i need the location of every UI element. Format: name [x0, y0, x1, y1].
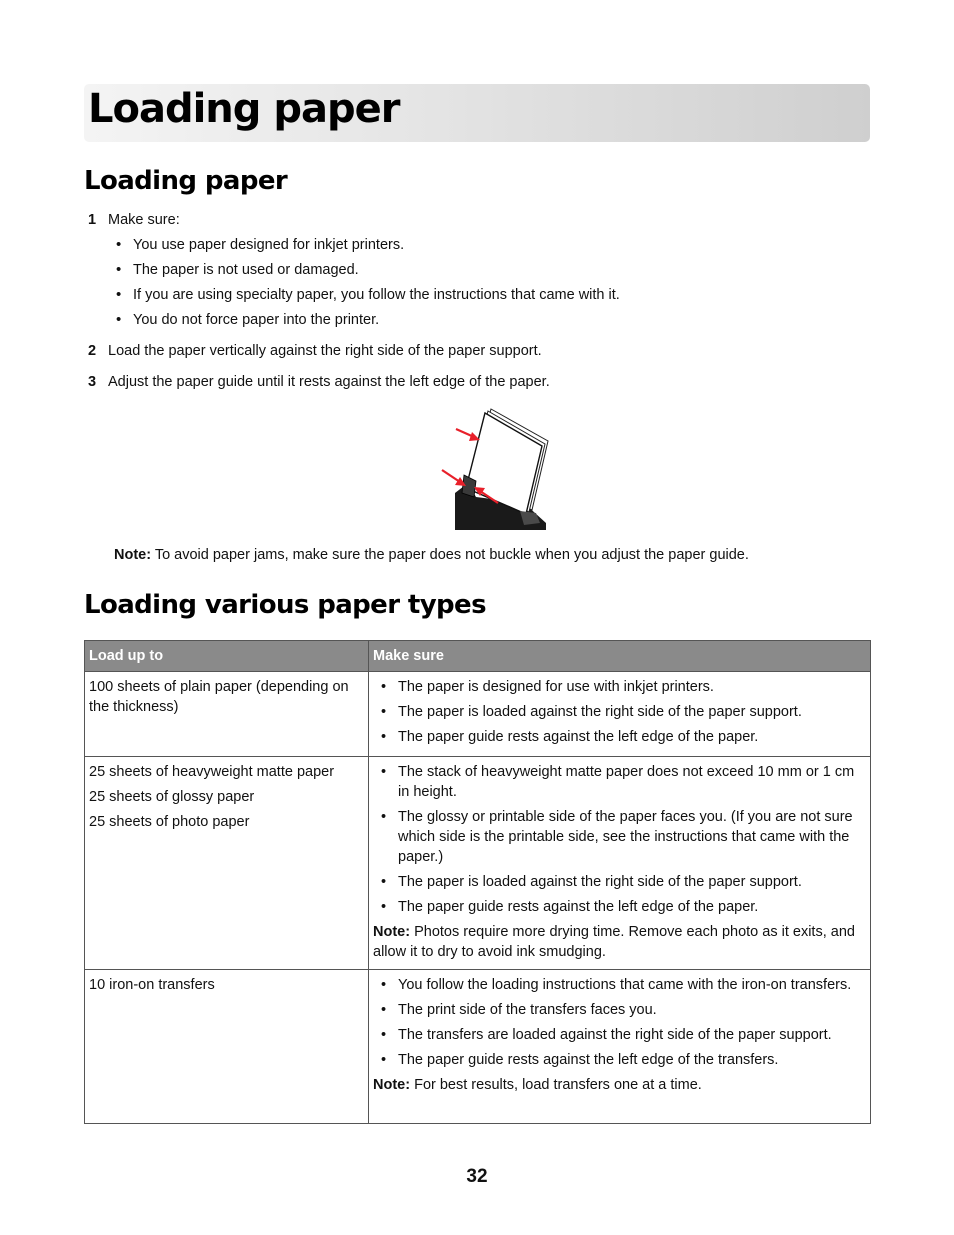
load-cell — [85, 672, 369, 757]
note-label: Note: — [373, 924, 411, 940]
load-quantity: 25 sheets of glossy paper — [89, 789, 255, 805]
table-header-row — [85, 641, 871, 672]
note-label: Note: — [114, 547, 152, 563]
page-number: 32 — [466, 1166, 488, 1187]
make-sure-cell — [369, 757, 871, 970]
note-text: To avoid paper jams, make sure the paper does not buckle when you adjust the paper guide. — [151, 547, 749, 563]
list-item: • The paper guide rests against the left edge of the paper. — [381, 729, 759, 745]
paper-loading-illustration — [436, 405, 556, 530]
table-row — [85, 757, 871, 970]
list-item: • The paper guide rests against the left edge of the paper. — [381, 899, 759, 915]
paper-types-table — [84, 640, 871, 1124]
bullet-icon: • — [381, 704, 387, 720]
note-label: Note: — [373, 1077, 411, 1093]
make-sure-cell — [369, 672, 871, 757]
list-item: • The print side of the transfers faces you. — [381, 1002, 657, 1018]
column-header-load-up-to: Load up to — [85, 641, 369, 672]
bullet-icon: • — [381, 1052, 387, 1068]
note-text: Photos require more drying time. Remove each photo as it exits, and allow it to dry to avoid ink smudging. — [373, 924, 855, 960]
list-item: • The paper is loaded against the right side of the paper support. — [381, 704, 802, 720]
bullet-icon: • — [381, 729, 387, 745]
bullet-icon: • — [381, 764, 387, 780]
step-number: 2 — [88, 343, 97, 359]
note — [114, 547, 749, 563]
column-header-make-sure: Make sure — [369, 641, 871, 672]
load-cell — [85, 757, 369, 970]
step-text: Make sure: — [108, 212, 180, 228]
step-number: 3 — [88, 374, 97, 390]
cell-note — [373, 922, 866, 962]
list-item: • You follow the loading instructions that came with the iron-on transfers. — [381, 977, 852, 993]
cell-note — [373, 1075, 866, 1095]
list-item: • The stack of heavyweight matte paper does not exceed 10 mm or 1 cm in height. — [381, 764, 855, 800]
table-row — [85, 970, 871, 1124]
chapter-title: Loading paper — [88, 86, 400, 132]
bullet-list — [373, 677, 866, 747]
bullet-icon: • — [116, 286, 122, 303]
load-cell — [85, 970, 369, 1124]
table-row — [85, 672, 871, 757]
bullet-icon: • — [381, 874, 387, 890]
bullet-icon: • — [381, 1027, 387, 1043]
list-item: • The paper is designed for use with inkjet printers. — [381, 679, 714, 695]
step-number: 1 — [88, 212, 97, 228]
bullet-list — [373, 975, 866, 1070]
load-quantity: 25 sheets of photo paper — [89, 814, 250, 830]
list-item: • The transfers are loaded against the right side of the paper support. — [381, 1027, 832, 1043]
step-text: Load the paper vertically against the right side of the paper support. — [108, 343, 542, 359]
section-title-loading-paper: Loading paper — [84, 166, 288, 196]
list-item: • The paper guide rests against the left edge of the transfers. — [381, 1052, 779, 1068]
bullet-icon: • — [381, 899, 387, 915]
bullet-icon: • — [381, 679, 387, 695]
step-text: Adjust the paper guide until it rests against the left edge of the paper. — [108, 374, 550, 390]
bullet-icon: • — [116, 311, 122, 328]
make-sure-cell — [369, 970, 871, 1124]
load-quantity: 25 sheets of heavyweight matte paper — [89, 764, 335, 780]
note-text: For best results, load transfers one at a time. — [410, 1077, 702, 1093]
bullet-icon: • — [116, 236, 122, 253]
bullet-icon: • — [381, 977, 387, 993]
list-item: • The paper is loaded against the right side of the paper support. — [381, 874, 802, 890]
bullet-icon: • — [381, 809, 387, 825]
bullet-icon: • — [381, 1002, 387, 1018]
bullet-list — [373, 762, 866, 917]
load-quantity: 10 iron-on transfers — [89, 977, 215, 993]
chapter-banner — [84, 84, 870, 142]
list-item: • The glossy or printable side of the paper faces you. (If you are not sure which side is the printable side, see the instructions that came with the paper.) — [381, 809, 853, 865]
bullet-icon: • — [116, 261, 122, 278]
load-quantity: 100 sheets of plain paper (depending on the thickness) — [89, 679, 349, 715]
section-title-paper-types: Loading various paper types — [84, 590, 486, 620]
